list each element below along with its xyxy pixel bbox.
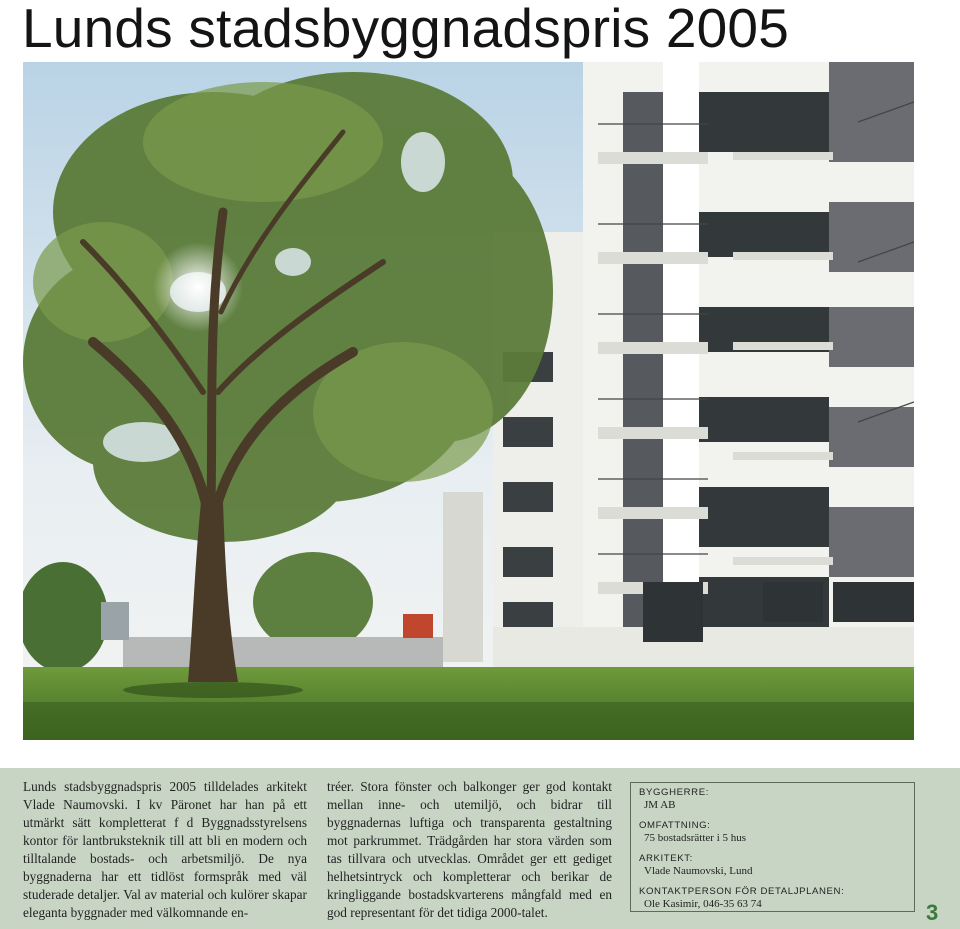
fact-value: Vlade Naumovski, Lund [644, 865, 753, 877]
page-title: Lunds stadsbyggnadspris 2005 [22, 0, 789, 59]
fact-value: JM AB [644, 799, 676, 811]
fact-value: 75 bostadsrätter i 5 hus [644, 832, 747, 844]
fact-developer [639, 787, 906, 812]
fact-label: BYGGHERRE: [639, 787, 709, 798]
page-number: 3 [926, 900, 939, 925]
fact-architect [639, 853, 906, 878]
fact-label: OMFATTNING: [639, 820, 711, 831]
fact-box [630, 782, 915, 912]
fact-contact [639, 886, 906, 911]
article-column-1: Lunds stadsbyggnadspris 2005 tilldelades arkitekt Vlade Naumovski. I kv Päronet har han på ett utmärkt sätt kompletterat f d Byggnadsstyrelsens kontor för lantbruksteknik till att bli en modern och tilltalande bostads- och arbetsmiljö. De nya byggnaderna har ett tidlöst formspråk med väl studerade detaljer. Val av material och kulörer skapar eleganta byggnader med välkomnande en- [23, 779, 307, 920]
fact-value: Ole Kasimir, 046-35 63 74 [644, 898, 762, 910]
fact-label: KONTAKTPERSON FÖR DETALJPLANEN: [639, 886, 845, 897]
fact-label: ARKITEKT: [639, 853, 693, 864]
article-column-2: tréer. Stora fönster och balkonger ger god kontakt mellan inne- och utemiljö, och bidrar till byggnadernas luftiga och transparenta gestaltning mot parkrummet. Trädgården har stora värden som tas tillvara och utvecklas. Området ger ett gediget helhetsintryck och kompletterar och berikar de kringliggande bostadskvarterens mångfald med en god representant för det tidiga 2000-talet. [327, 779, 612, 920]
building-photo [23, 62, 914, 740]
fact-scope [639, 820, 906, 845]
